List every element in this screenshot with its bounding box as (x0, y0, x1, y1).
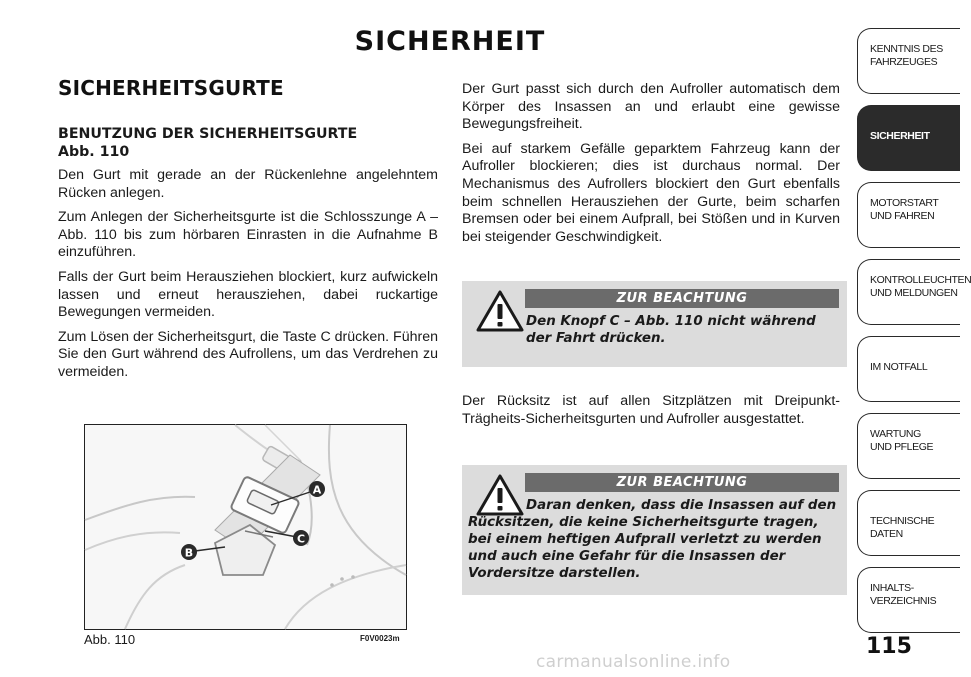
section-title: SICHERHEITSGURTE (58, 76, 284, 100)
tab-wartung-und-pflege[interactable] (857, 413, 960, 479)
tab-label: TECHNISCHE DATEN (870, 515, 935, 540)
warning-box (462, 281, 847, 367)
warning-text-rest: Rücksitzen, die keine Sicherheitsgurte tragen, bei einem heftigen Aufprall verletzt zu werden und auch eine Gefahr für die Insassen der Vordersitze darstellen. (468, 515, 822, 581)
page-number: 115 (866, 634, 912, 659)
figure-caption: Abb. 110 (84, 632, 136, 647)
left-column (58, 125, 438, 389)
sub-heading (58, 125, 438, 161)
sub-heading-title: BENUTZUNG DER SICHERHEITSGURTE (58, 126, 358, 142)
warning-header: ZUR BEACHTUNG (525, 473, 839, 492)
tab-inhaltsverzeichnis[interactable] (857, 567, 960, 633)
page-title: SICHERHEIT (354, 26, 546, 57)
paragraph: Zum Anlegen der Sicherheitsgurte ist die Schlosszunge A – Abb. 110 bis zum hörbaren Einrasten in die Aufnahme B einzuführen. (58, 209, 438, 261)
seatbelt-illustration (85, 425, 406, 629)
paragraph: Den Gurt mit gerade an der Rückenlehne angelehntem Rücken anlegen. (58, 167, 438, 201)
warning-text (468, 497, 842, 582)
right-column-middle (462, 393, 840, 435)
sub-heading-figure-ref: Abb. 110 (58, 144, 130, 160)
label-a: A (312, 483, 322, 497)
paragraph: Der Rücksitz ist auf allen Sitzplätzen mit Dreipunkt-Trägheits-Sicherheitsgurten und Aufroller ausgestattet. (462, 393, 840, 427)
watermark: carmanualsonline.info (536, 652, 731, 672)
warning-text: Den Knopf C – Abb. 110 nicht während der Fahrt drücken. (526, 314, 816, 346)
tab-label: SICHERHEIT (870, 130, 930, 142)
paragraph: Zum Lösen der Sicherheitsgurt, die Taste C drücken. Führen Sie den Gurt während des Aufrollens, um das Verdrehen zu vermeiden. (58, 328, 438, 380)
tab-kenntnis-des-fahrzeuges[interactable] (857, 28, 960, 94)
tab-label: KENNTNIS DES FAHRZEUGES (870, 43, 943, 68)
tab-label: MOTORSTART UND FAHREN (870, 197, 939, 222)
paragraph: Der Gurt passt sich durch den Aufroller automatisch dem Körper des Insassen an und erlaubt eine gewisse Bewegungsfreiheit. (462, 81, 840, 133)
tab-technische-daten[interactable] (857, 490, 960, 556)
warning-triangle-icon (476, 289, 524, 333)
paragraph: Falls der Gurt beim Herausziehen blockiert, kurz aufwickeln lassen und erneut herausziehen, dabei ruckartige Bewegungen vermeiden. (58, 268, 438, 321)
tab-im-notfall[interactable] (857, 336, 960, 402)
tab-label: WARTUNG UND PFLEGE (870, 428, 934, 453)
warning-box (462, 465, 847, 595)
warning-header: ZUR BEACHTUNG (525, 289, 839, 308)
seatbelt-figure (84, 424, 407, 630)
tab-motorstart-und-fahren[interactable] (857, 182, 960, 248)
label-c: C (296, 532, 306, 546)
right-column (462, 81, 840, 253)
figure-code: F0V0023m (360, 634, 400, 643)
label-b: B (184, 546, 194, 560)
tab-kontrolleuchten-und-meldungen[interactable] (857, 259, 971, 325)
tab-label: INHALTS- VERZEICHNIS (870, 582, 937, 607)
tab-label: KONTROLLEUCHTEN UND MELDUNGEN (870, 274, 971, 299)
paragraph: Bei auf starkem Gefälle geparktem Fahrzeug kann der Aufroller blockieren; dies ist durchaus normal. Der Mechanismus des Aufrollers blockiert den Gurt ebenfalls beim schnellen Herausziehen der Gurte, beim scharfen Bremsen oder bei einem Aufprall, bei Stößen und in Kurven bei steigender Geschwindigkeit. (462, 140, 840, 245)
warning-text-first-line: Daran denken, dass die Insassen auf den (526, 498, 837, 513)
tab-sicherheit[interactable] (857, 105, 960, 171)
tab-label: IM NOTFALL (870, 361, 928, 373)
